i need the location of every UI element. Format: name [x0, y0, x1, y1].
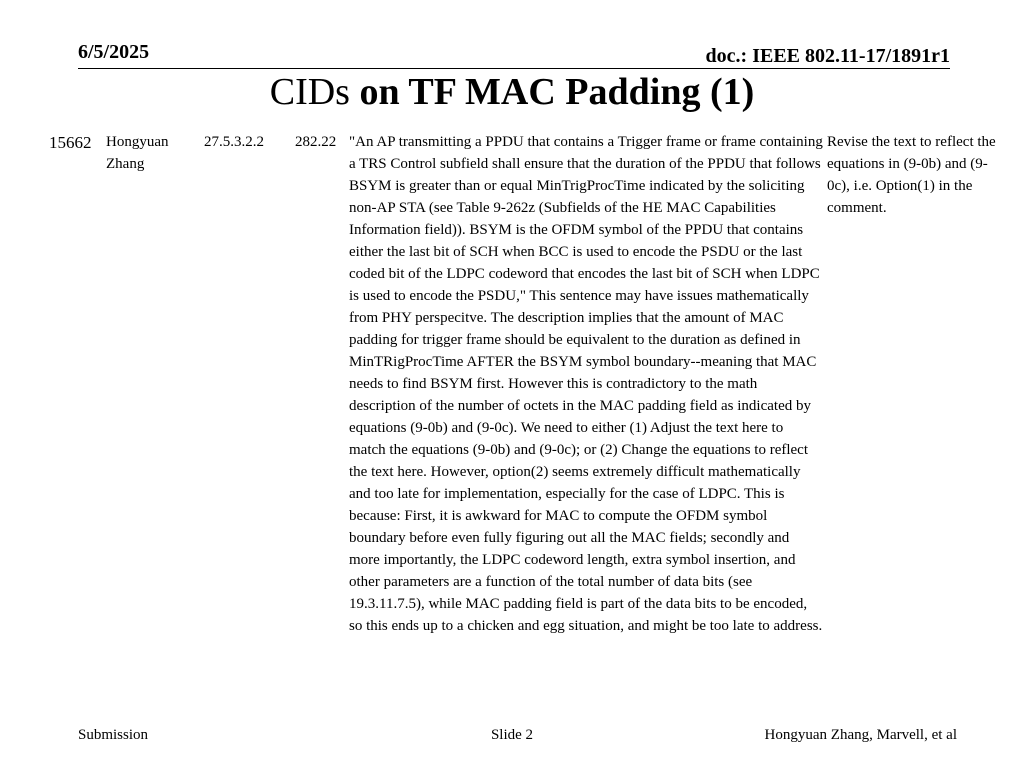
slide-title-prefix: CIDs [269, 71, 360, 113]
header-doc-id: doc.: IEEE 802.11-17/1891r1 [705, 45, 950, 67]
cid-cell: 15662 [49, 133, 92, 152]
header-date: 6/5/2025 [78, 41, 150, 63]
page-cell: 282.22 [295, 134, 337, 150]
slide-title [0, 70, 1024, 114]
commenter-cell: Hongyuan Zhang [106, 134, 169, 172]
footer-author: Hongyuan Zhang, Marvell, et al [764, 727, 957, 743]
comment-cell: "An AP transmitting a PPDU that contains a Trigger frame or frame containing a TRS Control subfield shall ensure that the duration of the PPDU that follows BSYM is greater than or equal MinTrigProcTime indicated by the soliciting non-AP STA (see Table 9-262z (Subfields of the HE MAC Capabilities Information field)). BSYM is the OFDM symbol of the PPDU that contains either the last bit of SCH when BCC is used to encode the PSDU or the last coded bit of the LDPC codeword that encodes the last bit of SCH when LDPC is used to encode the PSDU," This sentence may have issues mathematically from PHY perspecitve. The description implies that the amount of MAC padding for trigger frame should be equivalent to the duration as defined in MinTRigProcTime AFTER the BSYM symbol boundary--meaning that MAC needs to find BSYM first. However this is contradictory to the math description of the number of octets in the MAC padding field as indicated by equations (9-0b) and (9-0c). We need to either (1) Adjust the text here to match the equations (9-0b) and (9-0c); or (2) Change the equations to reflect the text here. However, option(2) seems extremely difficult mathematically and too late for implementation, especially for the case of LDPC. This is because: First, it is awkward for MAC to compute the OFDM symbol boundary before even fully figuring out all the MAC fields; secondly and more importantly, the LDPC codeword length, extra symbol insertion, and other parameters are a function of the total number of data bits (see 19.3.11.7.5), while MAC padding field is part of the data bits to be encoded, so this ends up to a chicken and egg situation, and might be too late to address. [349, 134, 823, 634]
proposed-change-cell: Revise the text to reflect the equations in (9-0b) and (9-0c), i.e. Option(1) in the comment. [827, 134, 996, 216]
clause-cell: 27.5.3.2.2 [204, 134, 264, 150]
header-divider [78, 68, 950, 69]
slide-title-main: on TF MAC Padding (1) [359, 71, 755, 113]
footer-submission: Submission [78, 727, 149, 743]
footer-slide-number: Slide 2 [490, 727, 534, 743]
